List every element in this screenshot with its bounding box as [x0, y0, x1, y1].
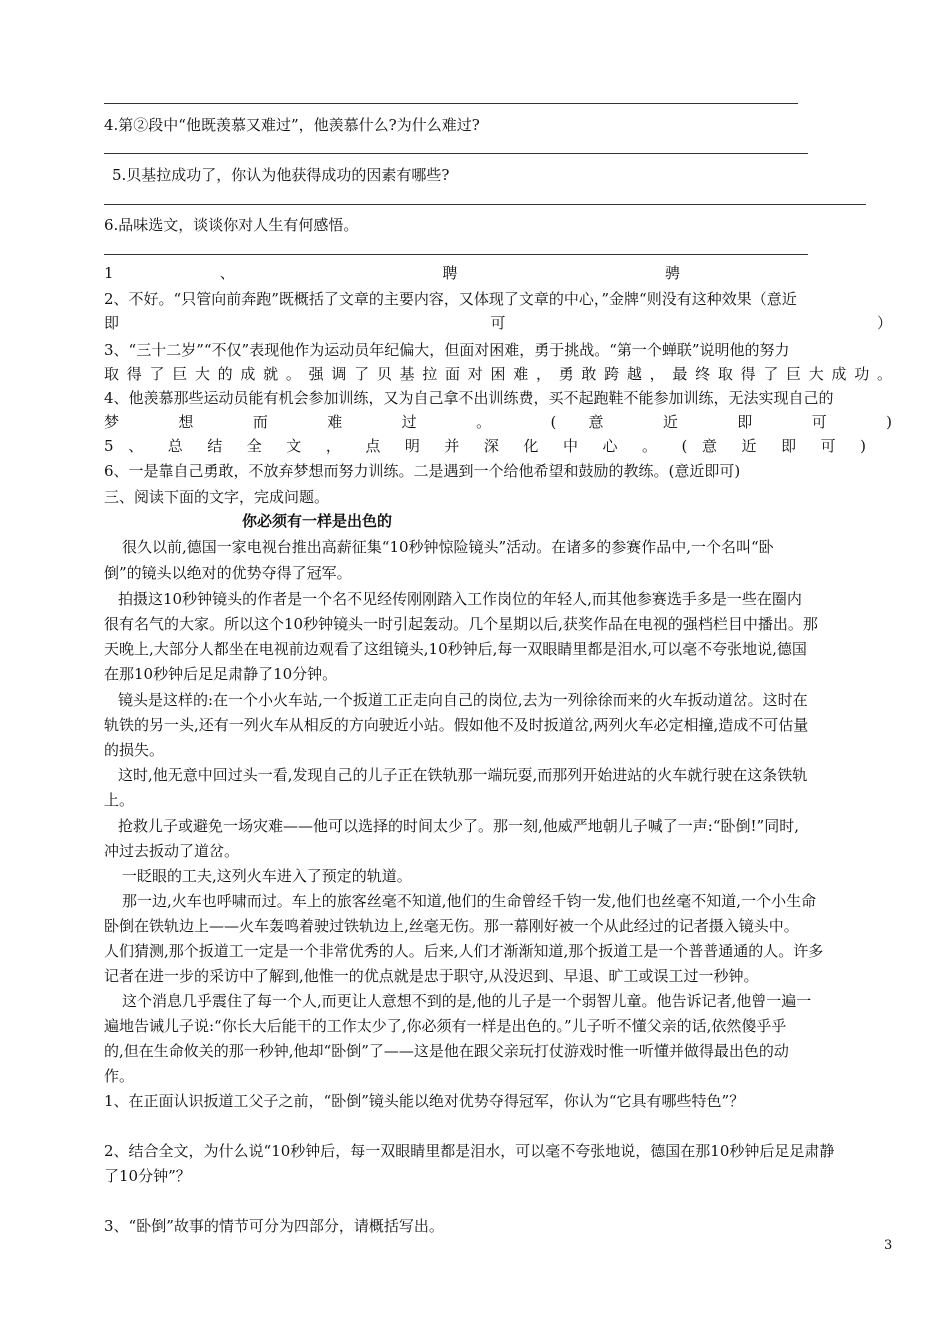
passage-line: 上。	[104, 791, 135, 809]
passage-line: 的损失。	[104, 741, 165, 759]
section-heading: 三、阅读下面的文字，完成问题。	[104, 488, 330, 506]
passage-line: 在那10秒钟后足足肃静了10分钟。	[104, 665, 338, 683]
answer-3-line-2: 取得了巨大的成就。强调了贝基拉面对困难，勇敢跨越，最终取得了巨大成功。	[104, 365, 892, 383]
passage-line: 这个消息几乎震住了每一个人,而更让人意想不到的是,他的儿子是一个弱智儿童。他告诉记者,他曾一遍一	[122, 992, 812, 1010]
question-4: 4.第②段中“他既羡慕又难过”，他羡慕什么?为什么难过?	[104, 116, 480, 134]
answer-2-line-1: 2、不好。“只管向前奔跑”既概括了文章的主要内容，又体现了文章的中心，”金牌“则没有这种效果（意近	[104, 290, 797, 308]
passage-line: 一眨眼的工夫,这列火车进入了预定的轨道。	[122, 867, 412, 885]
answer-line	[104, 153, 808, 154]
answer-5: 5 、 总 结 全 文 ， 点 明 并 深 化 中 心 。 ( 意 近 即 可 )	[104, 437, 866, 455]
passage-line: 作。	[104, 1067, 135, 1085]
passage-line: 拍摄这10秒钟镜头的作者是一个名不见经传刚刚踏入工作岗位的年轻人,而其他参赛选手多是一些在圈内	[118, 590, 802, 608]
passage-line: 遍地告诫儿子说:“你长大后能干的工作太少了,你必须有一样是出色的。”儿子听不懂父亲的话,依然傻乎乎	[104, 1017, 787, 1035]
passage-line: 抢救儿子或避免一场灾难——他可以选择的时间太少了。那一刻,他威严地朝儿子喊了一声:“卧倒!”同时,	[118, 817, 799, 835]
answer-4-line-1: 4、他羡慕那些运动员能有机会参加训练，又为自己拿不出训练费，买不起跑鞋不能参加训练，无法实现自己的	[104, 389, 834, 407]
passage-line: 人们猜测,那个扳道工一定是一个非常优秀的人。后来,人们才渐渐知道,那个扳道工是一个普普通通的人。许多	[104, 942, 824, 960]
answer-line	[104, 103, 798, 104]
answer-3-line-1: 3、“三十二岁”“不仅”表现他作为运动员年纪偏大，但面对困难，勇于挑战。“第一个蝉联”说明他的努力	[104, 341, 790, 359]
passage-line: 记者在进一步的采访中了解到,他惟一的优点就是忠于职守,从没迟到、早退、旷工或误工过一秒钟。	[104, 967, 759, 985]
question-5: 5.贝基拉成功了，你认为他获得成功的因素有哪些?	[112, 166, 450, 184]
page-number: 3	[884, 1238, 893, 1253]
passage-line: 很有名气的大家。所以这个10秒钟镜头一时引起轰动。几个星期以后,获奖作品在电视的强档栏目中播出。那	[104, 615, 818, 633]
question-b2-line-2: 了10分钟”？	[104, 1167, 191, 1185]
passage-line: 镜头是这样的:在一个小火车站,一个扳道工正走向自己的岗位,去为一列徐徐而来的火车扳动道岔。这时在	[118, 691, 808, 709]
passage-line: 的,但在生命攸关的那一秒钟,他却“卧倒”了——这是他在跟父亲玩打仗游戏时惟一听懂并做得最出色的动	[104, 1042, 789, 1060]
passage-line: 很久以前,德国一家电视台推出高薪征集“10秒钟惊险镜头”活动。在诸多的参赛作品中,一个名叫“卧	[122, 538, 774, 556]
answer-line	[104, 254, 808, 255]
passage-line: 轨铁的另一头,还有一列火车从相反的方向驶近小站。假如他不及时扳道岔,两列火车必定相撞,造成不可估量	[104, 716, 809, 734]
answer-4-line-2: 梦 想 而 难 过 。 ( 意 近 即 可 )	[104, 413, 892, 431]
question-b3: 3、“卧倒”故事的情节可分为四部分，请概括写出。	[104, 1217, 444, 1235]
answer-2-line-2: 即 可 ）	[104, 314, 892, 332]
passage-line: 卧倒在铁轨边上——火车轰鸣着驶过铁轨边上,丝毫无伤。那一幕刚好被一个从此经过的记者摄入镜头中。	[104, 917, 799, 935]
passage-line: 天晚上,大部分人都坐在电视前边观看了这组镜头,10秒钟后,每一双眼睛里都是泪水,可以毫不夸张地说,德国	[104, 640, 807, 658]
passage-line: 那一边,火车也呼啸而过。车上的旅客丝毫不知道,他们的生命曾经千钧一发,他们也丝毫不知道,一个小生命	[122, 892, 817, 910]
question-6: 6.品味选文，谈谈你对人生有何感悟。	[104, 216, 359, 234]
question-b2-line-1: 2、结合全文，为什么说“10秒钟后，每一双眼睛里都是泪水，可以毫不夸张地说，德国在那10秒钟后足足肃静	[104, 1142, 835, 1160]
answer-1: 1 、 聘 骋	[104, 264, 680, 282]
passage-line: 倒”的镜头以绝对的优势夺得了冠军。	[104, 564, 352, 582]
answer-line	[104, 204, 866, 205]
question-b1: 1、在正面认识扳道工父子之前，“卧倒”镜头能以绝对优势夺得冠军，你认为“它具有哪些特色”？	[104, 1092, 745, 1110]
answer-6: 6、一是靠自己勇敢，不放弃梦想而努力训练。二是遇到一个给他希望和鼓励的教练。(意近即可)	[104, 462, 741, 480]
passage-title: 你必须有一样是出色的	[242, 512, 393, 530]
passage-line: 这时,他无意中回过头一看,发现自己的儿子正在铁轨那一端玩耍,而那列开始进站的火车就行驶在这条铁轨	[118, 766, 808, 784]
passage-line: 冲过去扳动了道岔。	[104, 842, 240, 860]
